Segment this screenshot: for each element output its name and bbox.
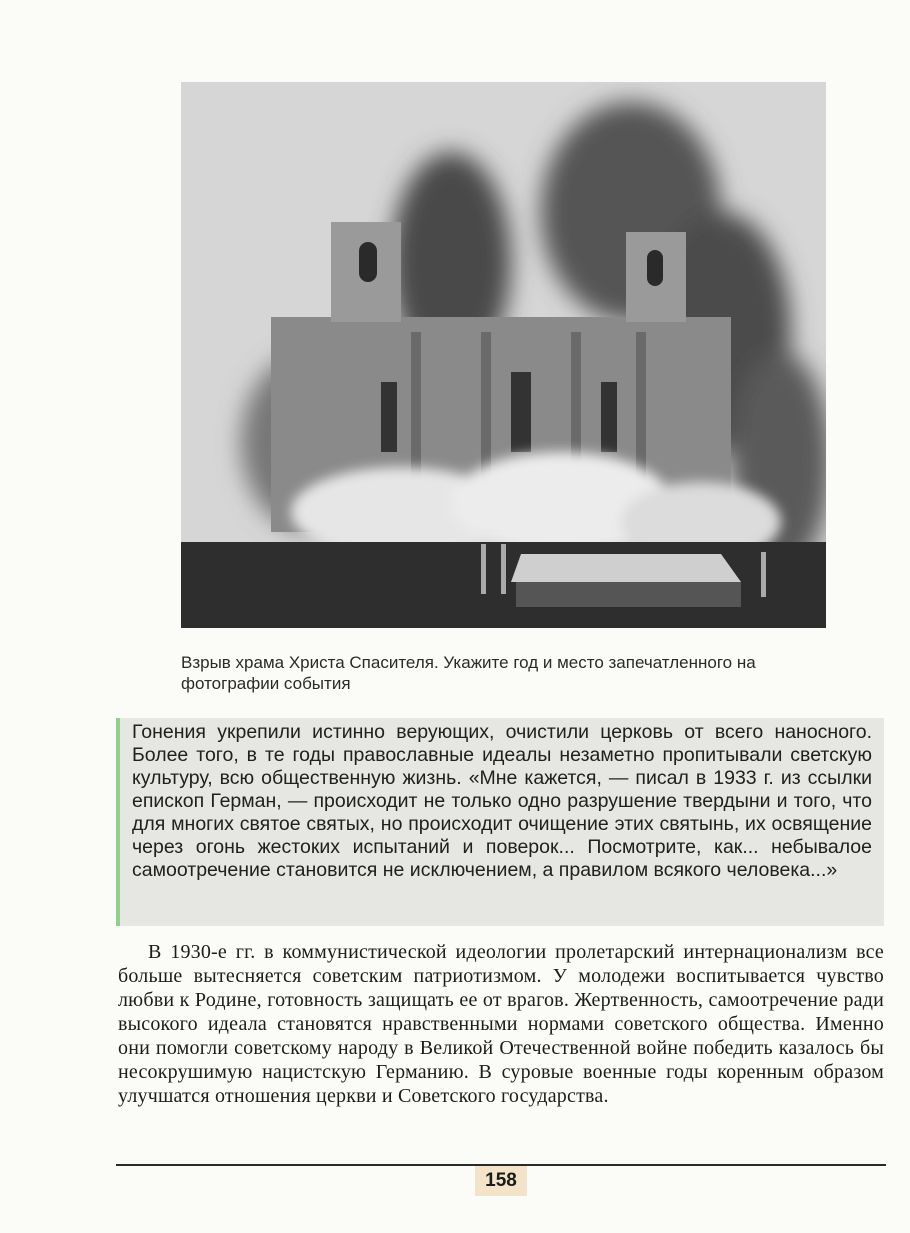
church-explosion-photo (181, 82, 826, 628)
page-number: 158 (475, 1166, 527, 1196)
quote-text: Гонения укрепили истинно верующих, очистили церковь от всего наносного. Более того, в те годы православные идеалы незаметно пропитывали светскую культуру, всю общественную жизнь. «Мне кажется, — писал в 1933 г. из ссылки епископ Герман, — происходит не только одно разрушение твердыни и того, что для многих святое святых, но происходит очищение этих святынь, их освящение через огонь жестоких испытаний и поверок... Посмотрите, как... небывалое самоотречение становится не исключением, а правилом всякого человека...» (132, 721, 872, 881)
church-explosion-image (181, 82, 826, 628)
quote-box (116, 718, 884, 926)
photo-caption: Взрыв храма Христа Спасителя. Укажите год и место запечатленного на фотографии события (181, 653, 756, 693)
body-paragraph: В 1930-е гг. в коммунистической идеологии пролетарский интернационализм все больше вытесняется советским патриотизмом. У молодежи воспитывается чувство любви к Родине, готовность защищать ее от врагов. Жертвенность, самоотречение ради высокого идеала становятся нравственными нормами советского общества. Именно они помогли советскому народу в Великой Отечественной войне победить казалось бы несокрушимую нацистскую Германию. В суровые военные годы коренным образом улучшатся отношения церкви и Советского государства. (118, 941, 884, 1107)
